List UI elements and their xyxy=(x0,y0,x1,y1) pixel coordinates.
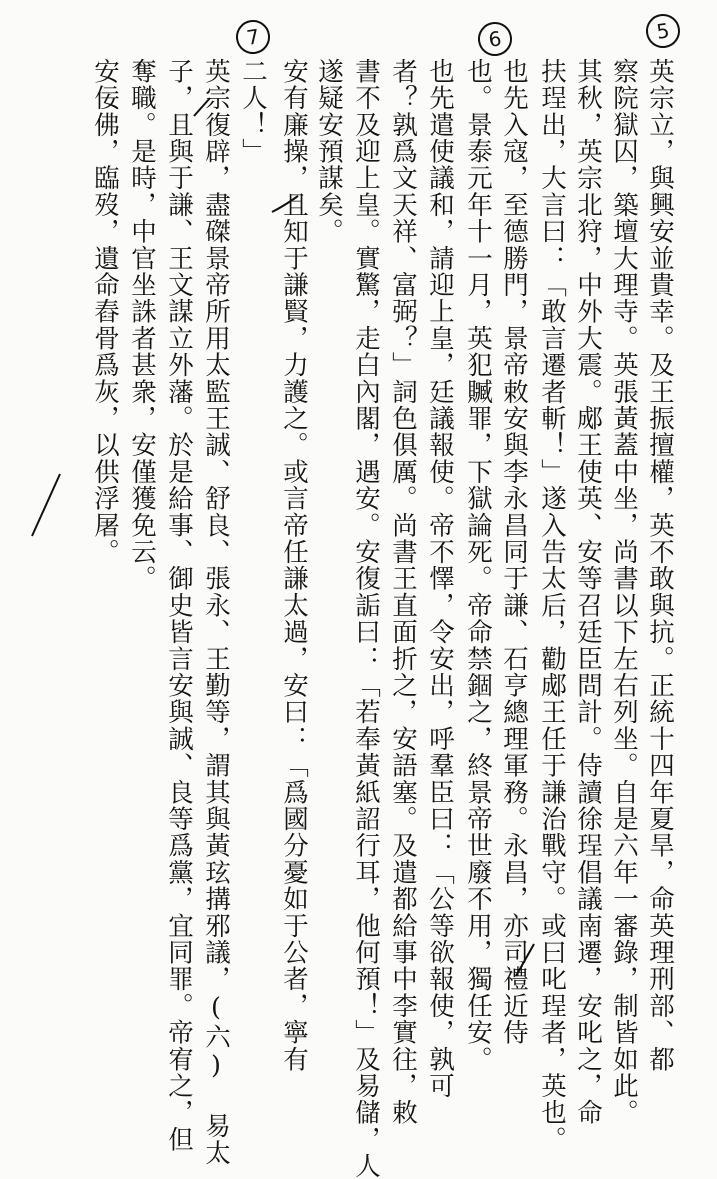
text-column-14: 子，且與于謙、王文謀立外藩。於是給事、御史皆言安與誠、良等爲黨，宜同罪。帝宥之，但 xyxy=(164,58,194,1153)
text-column-3: 其秋，英宗北狩，中外大震。郕王使英、安等召廷臣問計。侍讀徐珵倡議南遷，安叱之，命 xyxy=(573,58,603,1126)
text-column-11: 安有廉操，且知于謙賢，力護之。或言帝任謙太過，安曰：「爲國分憂如于公者，寧有 xyxy=(279,58,309,1073)
section-marker-5: 5 xyxy=(644,12,682,50)
text-column-9: 書不及迎上皇。實驚，走白內閣，遇安。安復詬曰：「若奉黃紙詔行耳，他何預！」及易儲，人 xyxy=(351,58,381,1179)
section-marker-6: 6 xyxy=(476,20,514,58)
text-column-7: 也先遣使議和，請迎上皇，廷議報使。帝不懌，令安出，呼羣臣曰：「公等欲報使，孰可 xyxy=(425,58,455,1100)
text-column-2: 察院獄囚，築壇大理寺。英張黃蓋中坐，尚書以下左右列坐。自是六年一審錄，制皆如此。 xyxy=(609,58,639,1126)
text-column-12: 二人！」 xyxy=(238,58,268,165)
section-marker-7: 7 xyxy=(234,18,272,56)
text-column-1: 英宗立，與興安並貴幸。及王振擅權，英不敢與抗。正統十四年夏旱，命英理刑部、都 xyxy=(645,58,675,1073)
text-column-10: 遂疑安預謀矣。 xyxy=(314,58,344,245)
text-column-13: 英宗復辟，盡磔景帝所用太監王誠、舒良、張永、王勤等，謂其與黃玹搆邪議，(六) 易太 xyxy=(201,58,231,1167)
end-mark-section-8 xyxy=(26,470,66,540)
text-column-16: 安佞佛，臨歿，遺命舂骨爲灰，以供浮屠。 xyxy=(90,58,120,566)
text-column-4: 扶珵出，大言曰：「敢言遷者斬！」遂入告太后，勸郕王任于謙治戰守。或曰叱珵者，英也。 xyxy=(537,58,567,1153)
text-column-6: 也。景泰元年十一月，英犯贓罪，下獄論死。帝命禁錮之，終景帝世廢不用，獨任安。 xyxy=(463,58,493,1073)
text-column-5: 也先入寇，至德勝門，景帝敕安與李永昌同于謙、石亨總理軍務。永昌，亦司禮近侍 xyxy=(499,58,529,1046)
text-column-15: 奪職。是時，中官坐誅者甚衆，安僅獲免云。 xyxy=(127,58,157,592)
text-column-8: 者？孰爲文天祥、富弼？」詞色俱厲。尚書王直面折之，安語塞。及遣都給事中李實往，敕 xyxy=(388,58,418,1126)
